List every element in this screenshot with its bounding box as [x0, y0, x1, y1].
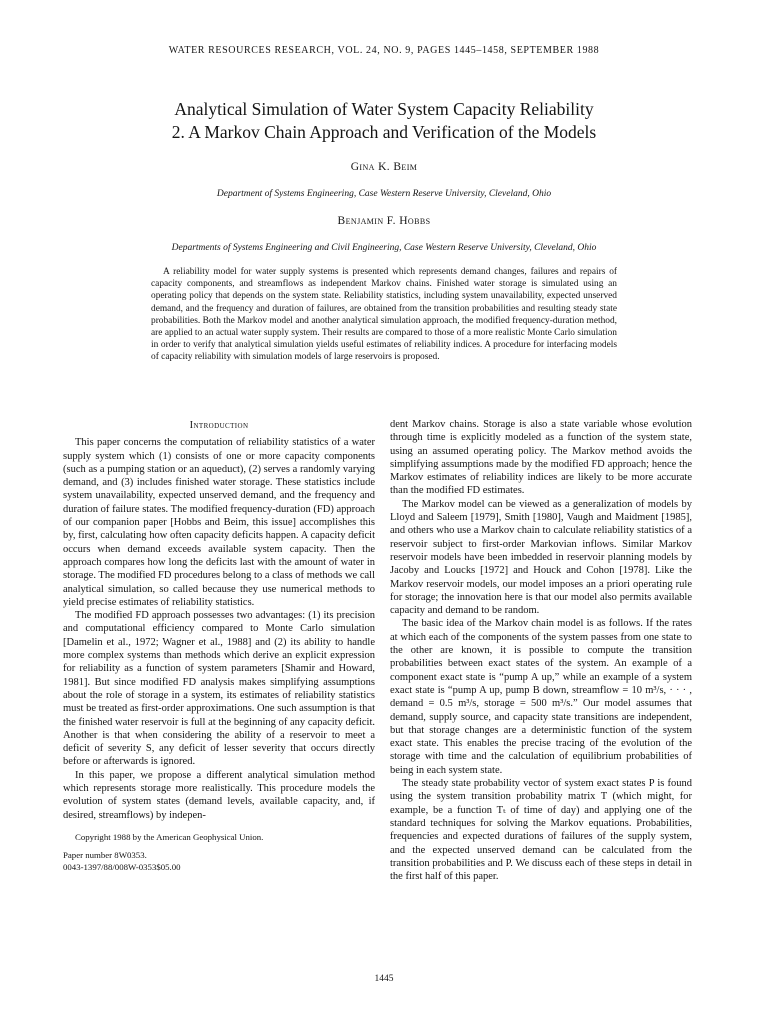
- title-line-2: 2. A Markov Chain Approach and Verification of the Models: [171, 122, 597, 142]
- section-heading: Introduction: [189, 420, 249, 431]
- paragraph: In this paper, we propose a different analytical simulation method which represents storage more realistically. This procedure models the evolution of system states (demand levels, available capacity, and, if desired, streamflows) by indepen-: [63, 769, 375, 821]
- footnotes: [63, 831, 375, 873]
- copyright-notice: Copyright 1988 by the American Geophysical Union.: [75, 831, 264, 842]
- running-head: WATER RESOURCES RESEARCH, VOL. 24, NO. 9, PAGES 1445–1458, SEPTEMBER 1988: [168, 45, 600, 56]
- paragraph: The Markov model can be viewed as a generalization of models by Lloyd and Saleem [1979], Smith [1980], Vaugh and Maidment [1985], and others who use a Markov chain to calculate reliability statistics of a reservoir subject to first-order Markovian inflows. Similar Markov reservoir models have been imbedded in reservoir planning models by Jacoby and Loucks [1972] and Houck and Cohon [1978]. Like the Markov reservoir models, our model imposes an a priori operating rule for storage; the innovation here is that our model also permits available capacity and demand to be random.: [390, 498, 692, 617]
- paragraph: The steady state probability vector of system exact states P is found using the system transition probability matrix T (which might, for example, be a function Tₜ of time of day) and applying one of the standard techniques for solving the Markov equations. Probabilities, frequencies and expected durations of failures of the supply system, and the expected unserved demand can be calculated from the transition probabilities and P. We discuss each of these steps in detail in the first half of this paper.: [390, 778, 692, 883]
- author-affiliation: Departments of Systems Engineering and Civil Engineering, Case Western Reserve University, Cleveland, Ohio: [171, 243, 597, 253]
- article-title: [0, 98, 768, 144]
- left-column: [63, 419, 375, 873]
- right-column: [390, 418, 692, 883]
- page-number: 1445: [374, 974, 394, 984]
- abstract-text: A reliability model for water supply systems is presented which represents demand changes, failures and repairs of capacity components, and streamflows as independent Markov chains. Finished water storage is simulated using an operating policy that depends on the system state. Reliability statistics, including system unavailability, expected unserved demand, and the frequency and duration of failures, are obtained from the transition probabilities and resulting steady state probabilities. Both the Markov model and another analytical simulation approach, the modified frequency-duration method, are applied to an actual water supply system. Their results are compared to those of a more realistic Monte Carlo simulation in order to verify that analytical simulation yields useful estimates of reliability indices. A procedure for interfacing models of capacity reliability with simulation models of large reservoirs is proposed.: [151, 267, 617, 363]
- author-affiliation: Department of Systems Engineering, Case Western Reserve University, Cleveland, Ohio: [216, 189, 552, 199]
- paragraph: The modified FD approach possesses two advantages: (1) its precision and computational efficiency compared to Monte Carlo simulation [Damelin et al., 1972; Wagner et al., 1988] and (2) its ability to handle more complex systems than methods which derive an explicit expression for reliability as a function of system parameters [Shamir and Howard, 1981]. But since modified FD analysis makes simplifying assumptions about the role of storage in a system, its estimates of reliability statistics must be treated as first-order approximations. One such assumption is that the finished water reservoir is full at the beginning of any capacity deficit. Another is that when considering the ability of a reservoir to meet a deficit of severity S, any deficit of lesser severity that occurs directly before or afterwards is ignored.: [63, 610, 375, 768]
- author-name: Benjamin F. Hobbs: [337, 215, 431, 227]
- paragraph: This paper concerns the computation of reliability statistics of a water supply system which (1) consists of one or more capacity components (such as a pumping station or an aqueduct), (2) serves a randomly varying demand, and (3) includes finished water storage. These statistics include system unavailability, expected unserved demand, and the frequency and duration of failure states. The modified frequency-duration (FD) approach of our companion paper [Hobbs and Beim, this issue] accomplishes this by, first, calculating how often capacity deficits happen. A capacity deficit occurs when demand exceeds available system capacity. Then the approach compares how long the deficits last with the amount of water in storage. The modified FD procedures belong to a class of methods we call analytical simulation, so called because they use numerical methods to yield precise estimates of reliability statistics.: [63, 437, 375, 608]
- article-code: 0043-1397/88/008W-0353$05.00: [63, 861, 181, 872]
- title-line-1: Analytical Simulation of Water System Capacity Reliability: [174, 99, 594, 119]
- paragraph: The basic idea of the Markov chain model is as follows. If the rates at which each of the components of the system passes from one state to the other are known, it is possible to compute the transition probabilities between exact states of the system. An example of a component exact state is “pump A up,” while an example of a system exact state is “pump A up, pump B down, streamflow = 10 m³/s, · · · , demand = 0.5 m³/s, storage = 500 m³/s.” Our model assumes that demand, supply source, and capacity state transitions are independent, but that storage changes are a deterministic function of the system exact state. This enables the precise tracing of the evolution of the storage with time and the calculation of equilibrium probabilities of being in each system state.: [390, 618, 692, 776]
- paragraph: dent Markov chains. Storage is also a state variable whose evolution through time is explicitly modeled as a function of the system state, using an assumed operating policy. The Markov method avoids the simplifying assumptions made by the modified FD approach; hence the Markov estimates of reliability indices are likely to be more accurate than the modified FD estimates.: [390, 419, 692, 497]
- paper-number: Paper number 8W0353.: [63, 849, 147, 860]
- author-name: Gina K. Beim: [350, 161, 418, 173]
- abstract: [151, 266, 617, 364]
